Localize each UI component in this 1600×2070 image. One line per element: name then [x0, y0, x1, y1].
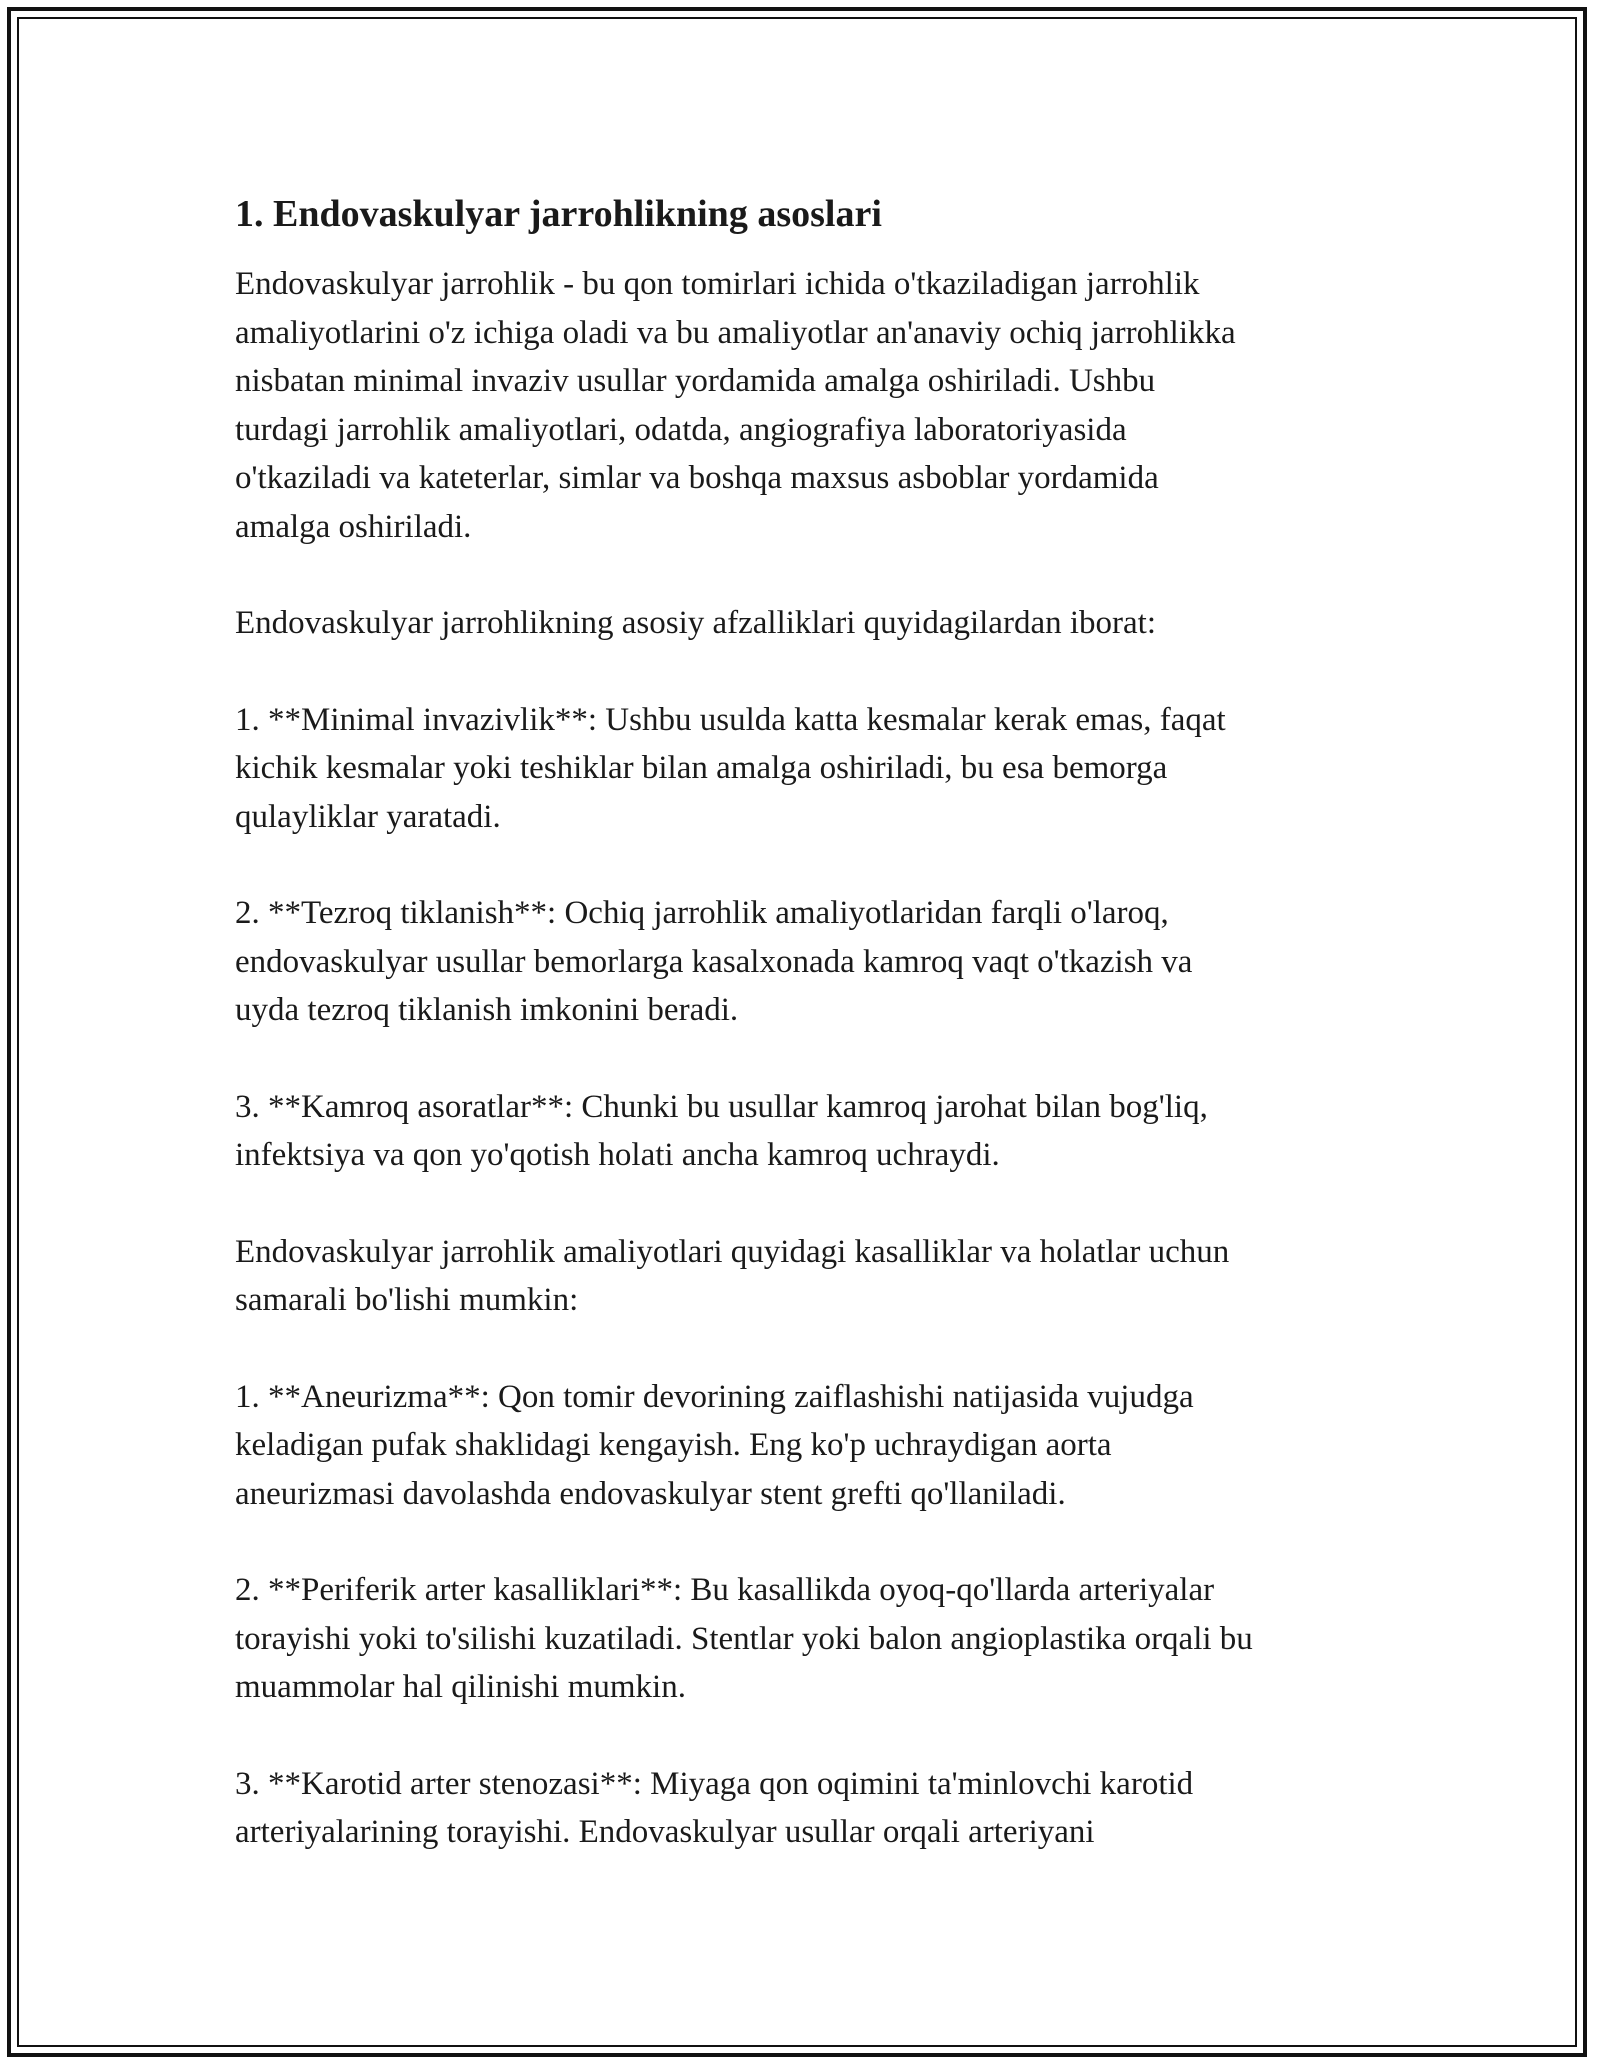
paragraph-advantages-heading: Endovaskulyar jarrohlikning asosiy afzalliklari quyidagilardan iborat: [235, 605, 1156, 641]
list-item-carotid-stenosis: 3. **Karotid arter stenozasi**: Miyaga qon oqimini ta'minlovchi karotid arteriyalarining torayishi. Endovaskulyar usullar orqali arteriyani [235, 1765, 1194, 1850]
list-item-aneurysm: 1. **Aneurizma**: Qon tomir devorining zaiflashishi natijasida vujudga keladigan pufak shaklidagi kengayish. Eng ko'p uchraydigan aorta aneurizmasi davolashda endovaskulyar stent grefti qo'llaniladi. [235, 1378, 1194, 1512]
section-title: 1. Endovaskulyar jarrohlikning asoslari [235, 193, 882, 235]
list-item-fewer-complications: 3. **Kamroq asoratlar**: Chunki bu usullar kamroq jarohat bilan bog'liq, infektsiya va qon yo'qotish holati ancha kamroq uchraydi. [235, 1088, 1208, 1173]
document-body [235, 188, 1375, 1905]
paragraph-conditions-heading: Endovaskulyar jarrohlik amaliyotlari quyidagi kasalliklar va holatlar uchun samarali bo'lishi mumkin: [235, 1233, 1230, 1318]
paragraph-intro: Endovaskulyar jarrohlik - bu qon tomirlari ichida o'tkaziladigan jarrohlik amaliyotlarini o'z ichiga oladi va bu amaliyotlar an'anaviy ochiq jarrohlikka nisbatan minimal invaziv usullar yordamida amalga oshiriladi. Ushbu turdagi jarrohlik amaliyotlari, odatda, angiografiya laboratoriyasida o'tkaziladi va kateterlar, simlar va boshqa maxsus asboblar yordamida amalga oshiriladi. [235, 266, 1236, 545]
list-item-peripheral-artery-disease: 2. **Periferik arter kasalliklari**: Bu kasallikda oyoq-qo'llarda arteriyalar torayishi yoki to'silishi kuzatiladi. Stentlar yoki balon angioplastika orqali bu muammolar hal qilinishi mumkin. [235, 1572, 1253, 1705]
list-item-minimal-invasiveness: 1. **Minimal invazivlik**: Ushbu usulda katta kesmalar kerak emas, faqat kichik kesmalar yoki teshiklar bilan amalga oshiriladi, bu esa bemorga qulayliklar yaratadi. [235, 701, 1226, 835]
list-item-faster-recovery: 2. **Tezroq tiklanish**: Ochiq jarrohlik amaliyotlaridan farqli o'laroq, endovaskulyar usullar bemorlarga kasalxonada kamroq vaqt o'tkazish va uyda tezroq tiklanish imkonini beradi. [235, 895, 1193, 1028]
